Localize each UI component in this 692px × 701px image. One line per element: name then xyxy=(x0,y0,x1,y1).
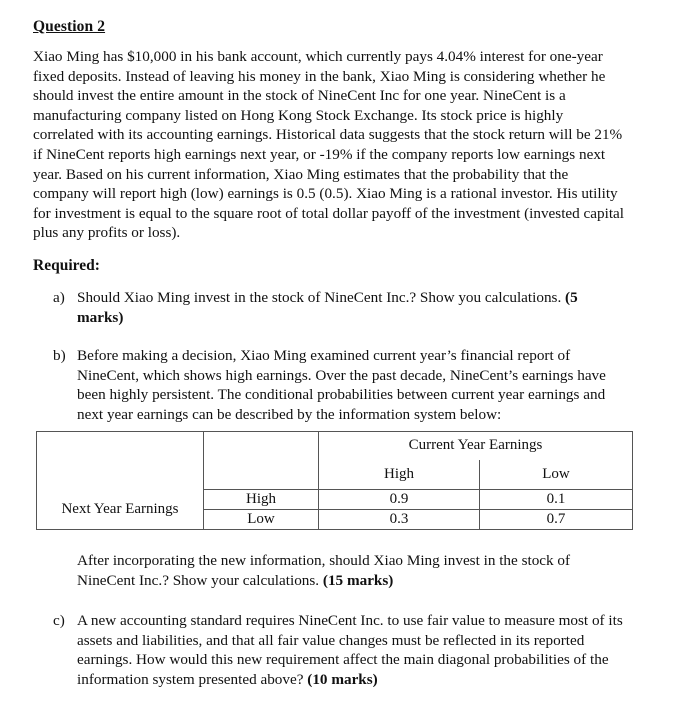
table-corner-2 xyxy=(204,432,319,490)
table-cell: 0.3 xyxy=(319,510,480,530)
part-c-line: assets and liabilities, and that all fair value changes must be reflected in its reported xyxy=(77,631,585,649)
part-c-marks: (10 marks) xyxy=(307,670,378,688)
part-c-label: c) xyxy=(53,612,65,629)
intro-line: if NineCent reports high earnings next year, or -19% if the company reports low earnings next xyxy=(33,145,606,163)
table-cell: 0.1 xyxy=(480,490,633,510)
intro-line: company will report high (low) earnings is 0.5 (0.5). Xiao Ming is a rational investor. His utility xyxy=(33,185,618,203)
part-b-followup-line: NineCent Inc.? Show your calculations. xyxy=(77,571,320,589)
question-title: Question 2 xyxy=(33,18,106,35)
part-b-line: Before making a decision, Xiao Ming examined current year’s financial report of xyxy=(77,347,571,364)
col-header-low: Low xyxy=(480,460,633,490)
part-a-marks: (5 xyxy=(565,289,578,306)
part-a-text: Should Xiao Ming invest in the stock of NineCent Inc.? Show you calculations. xyxy=(77,289,562,306)
intro-line: fixed deposits. Instead of leaving his money in the bank, Xiao Ming is considering whether he xyxy=(33,67,606,85)
intro-line: plus any profits or loss). xyxy=(33,224,181,242)
col-header-high: High xyxy=(319,460,480,490)
required-heading: Required: xyxy=(33,257,100,274)
part-b-followup xyxy=(77,551,657,590)
part-a-marks-cont: marks) xyxy=(77,308,124,326)
intro-line: should invest the entire amount in the stock of NineCent Inc for one year. NineCent is a xyxy=(33,87,566,105)
part-b-followup-line: After incorporating the new information, should Xiao Ming invest in the stock of xyxy=(77,552,571,569)
current-year-earnings-header: Current Year Earnings xyxy=(319,432,633,460)
intro-line: for investment is equal to the square root of total dollar payoff of the investment (invested capital xyxy=(33,204,625,222)
part-c-line: A new accounting standard requires NineCent Inc. to use fair value to measure most of its xyxy=(77,612,623,629)
row-label-low: Low xyxy=(204,510,319,530)
question-intro xyxy=(33,47,655,243)
intro-line: correlated with its accounting earnings. Historical data suggests that the stock return will be 21% xyxy=(33,126,623,144)
part-b-line: been highly persistent. The conditional probabilities between current year earnings and xyxy=(77,386,606,404)
part-a-label: a) xyxy=(53,289,65,306)
part-b-label: b) xyxy=(53,347,66,364)
part-b-marks: (15 marks) xyxy=(322,571,394,589)
intro-line: year. Based on his current information, Xiao Ming estimates that the probability that the xyxy=(33,165,569,183)
part-c-line: information system presented above? xyxy=(77,670,304,688)
intro-line: Xiao Ming has $10,000 in his bank account, which currently pays 4.04% interest for one-year xyxy=(33,48,603,65)
table-corner xyxy=(37,432,204,490)
next-year-earnings-header: Next Year Earnings xyxy=(37,490,204,530)
intro-line: manufacturing company listed on Hong Kong Stock Exchange. Its stock price is highly xyxy=(33,106,564,124)
part-b-line: NineCent, which shows high earnings. Over the past decade, NineCent’s earnings have xyxy=(77,366,606,384)
information-system-table xyxy=(36,431,633,530)
table-cell: 0.9 xyxy=(319,490,480,510)
table-cell: 0.7 xyxy=(480,510,633,530)
part-c-line: earnings. How would this new requirement affect the main diagonal probabilities of the xyxy=(77,651,609,669)
part-b-line: next year earnings can be described by the information system below: xyxy=(77,405,502,423)
row-label-high: High xyxy=(204,490,319,510)
